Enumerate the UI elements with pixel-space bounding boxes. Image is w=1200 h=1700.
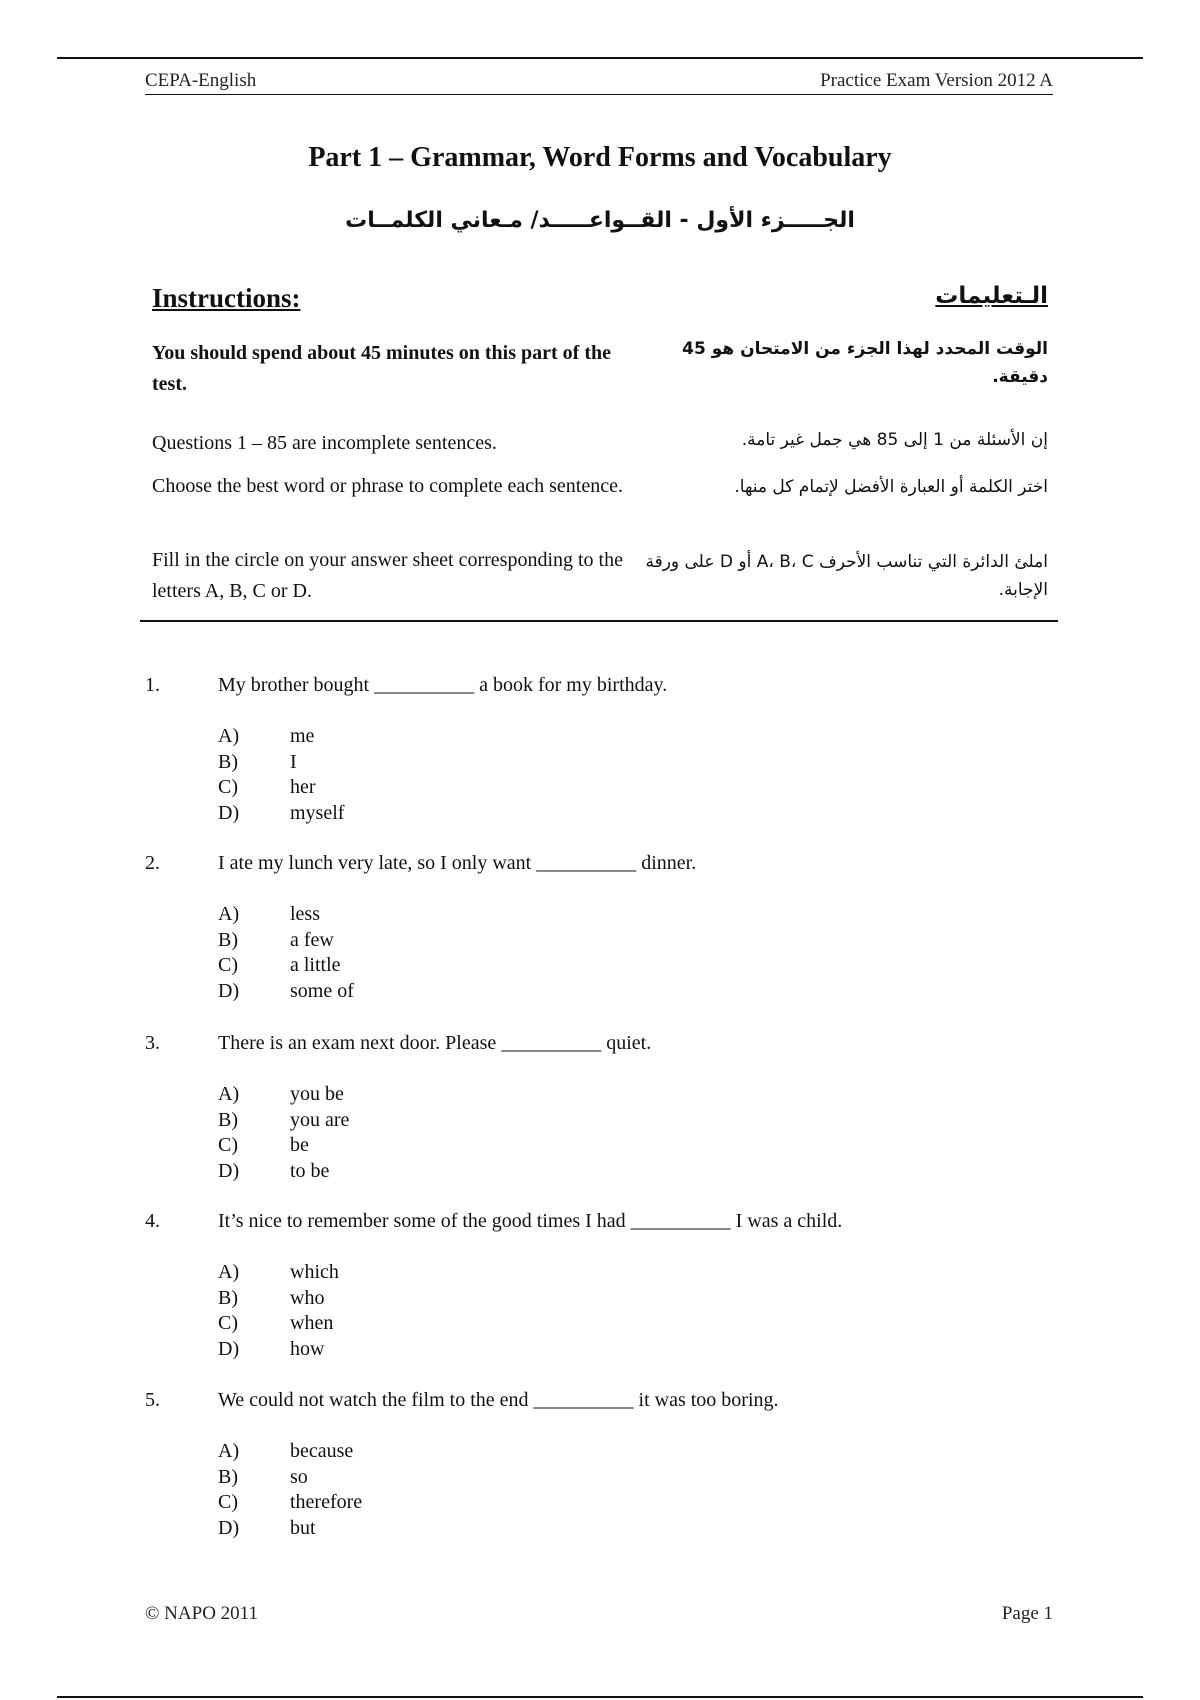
question-text: There is an exam next door. Please __________ quiet. xyxy=(218,1032,652,1054)
option-letter: A) xyxy=(218,725,240,747)
page-title: Part 1 – Grammar, Word Forms and Vocabulary xyxy=(308,142,892,173)
arabic-instructions-heading: الـتعليمات xyxy=(935,283,1048,309)
option-letter: B) xyxy=(218,1465,238,1488)
question-text: I ate my lunch very late, so I only want __________ dinner. xyxy=(218,852,697,874)
option-text: me xyxy=(290,725,315,747)
option-text: because xyxy=(290,1440,354,1462)
option-text: therefore xyxy=(290,1491,363,1513)
option-letter: A) xyxy=(218,1083,240,1105)
question-text: It’s nice to remember some of the good times I had __________ I was a child. xyxy=(218,1210,843,1232)
option-text: I xyxy=(290,750,297,773)
option-text: you are xyxy=(290,1108,350,1131)
arabic-page-title: الجـــــزء الأول - القــواعـــــد/ مـعاني الكلمــات xyxy=(345,208,855,233)
question-text: My brother bought __________ a book for my birthday. xyxy=(218,674,668,696)
question-text: We could not watch the film to the end __________ it was too boring. xyxy=(218,1389,779,1411)
option-letter: D) xyxy=(218,979,240,1002)
option-letter: B) xyxy=(218,928,238,951)
footer-page-number: Page 1 xyxy=(1001,1603,1053,1624)
top-rule xyxy=(57,57,1143,59)
question-number: 1. xyxy=(145,674,160,696)
option-letter: C) xyxy=(218,776,238,798)
option-text: you be xyxy=(290,1083,344,1105)
option-text: a few xyxy=(290,928,334,951)
instructions-line-2: Choose the best word or phrase to complete each sentence. xyxy=(152,475,623,497)
header-version: Practice Exam Version 2012 A xyxy=(820,70,1053,91)
arabic-time-note: الوقت المحدد لهذا الجزء من الامتحان هو 45 دقيقة. xyxy=(682,339,1048,387)
instructions-heading: Instructions: xyxy=(152,283,301,313)
option-text: a little xyxy=(290,954,341,976)
option-letter: D) xyxy=(218,1337,240,1360)
option-text: but xyxy=(290,1516,316,1539)
question-number: 2. xyxy=(145,852,160,874)
arabic-line-1: إن الأسئلة من 1 إلى 85 هي جمل غير تامة. xyxy=(741,430,1048,450)
question-number: 3. xyxy=(145,1032,160,1054)
option-letter: D) xyxy=(218,1516,240,1539)
footer-copyright: © NAPO 2011 xyxy=(145,1603,258,1624)
instructions-rule xyxy=(140,620,1058,622)
question-number: 4. xyxy=(145,1210,160,1232)
option-text: so xyxy=(290,1465,308,1488)
option-letter: C) xyxy=(218,1312,238,1334)
arabic-line-2: اختر الكلمة أو العبارة الأفضل لإتمام كل منها. xyxy=(734,477,1048,497)
instructions-line-1: Questions 1 – 85 are incomplete sentences. xyxy=(152,432,497,454)
option-letter: A) xyxy=(218,903,240,925)
option-text: be xyxy=(290,1134,309,1156)
option-letter: A) xyxy=(218,1261,240,1283)
option-text: which xyxy=(290,1261,339,1283)
option-letter: B) xyxy=(218,750,238,773)
arabic-line-3: املئ الدائرة التي تناسب الأحرف A، B، C أو D على ورقة الإجابة. xyxy=(645,552,1048,600)
option-text: to be xyxy=(290,1159,330,1182)
option-letter: B) xyxy=(218,1286,238,1309)
option-letter: D) xyxy=(218,1159,240,1182)
option-text: myself xyxy=(290,801,345,824)
option-letter: D) xyxy=(218,801,240,824)
option-letter: C) xyxy=(218,1134,238,1156)
option-text: less xyxy=(290,903,320,925)
option-text: when xyxy=(290,1312,334,1334)
bottom-rule xyxy=(57,1696,1143,1698)
option-text: some of xyxy=(290,979,354,1002)
header-subject: CEPA-English xyxy=(145,70,257,91)
instructions-line-3: Fill in the circle on your answer sheet corresponding to the letters A, B, C or D. xyxy=(152,549,623,602)
option-text: her xyxy=(290,776,316,798)
question-number: 5. xyxy=(145,1389,160,1411)
header-rule xyxy=(145,94,1053,95)
instructions-time-note: You should spend about 45 minutes on this part of the test. xyxy=(152,342,612,395)
option-letter: C) xyxy=(218,1491,238,1513)
option-text: how xyxy=(290,1337,325,1360)
option-text: who xyxy=(290,1286,325,1309)
option-letter: C) xyxy=(218,954,238,976)
option-letter: B) xyxy=(218,1108,238,1131)
option-letter: A) xyxy=(218,1440,240,1462)
